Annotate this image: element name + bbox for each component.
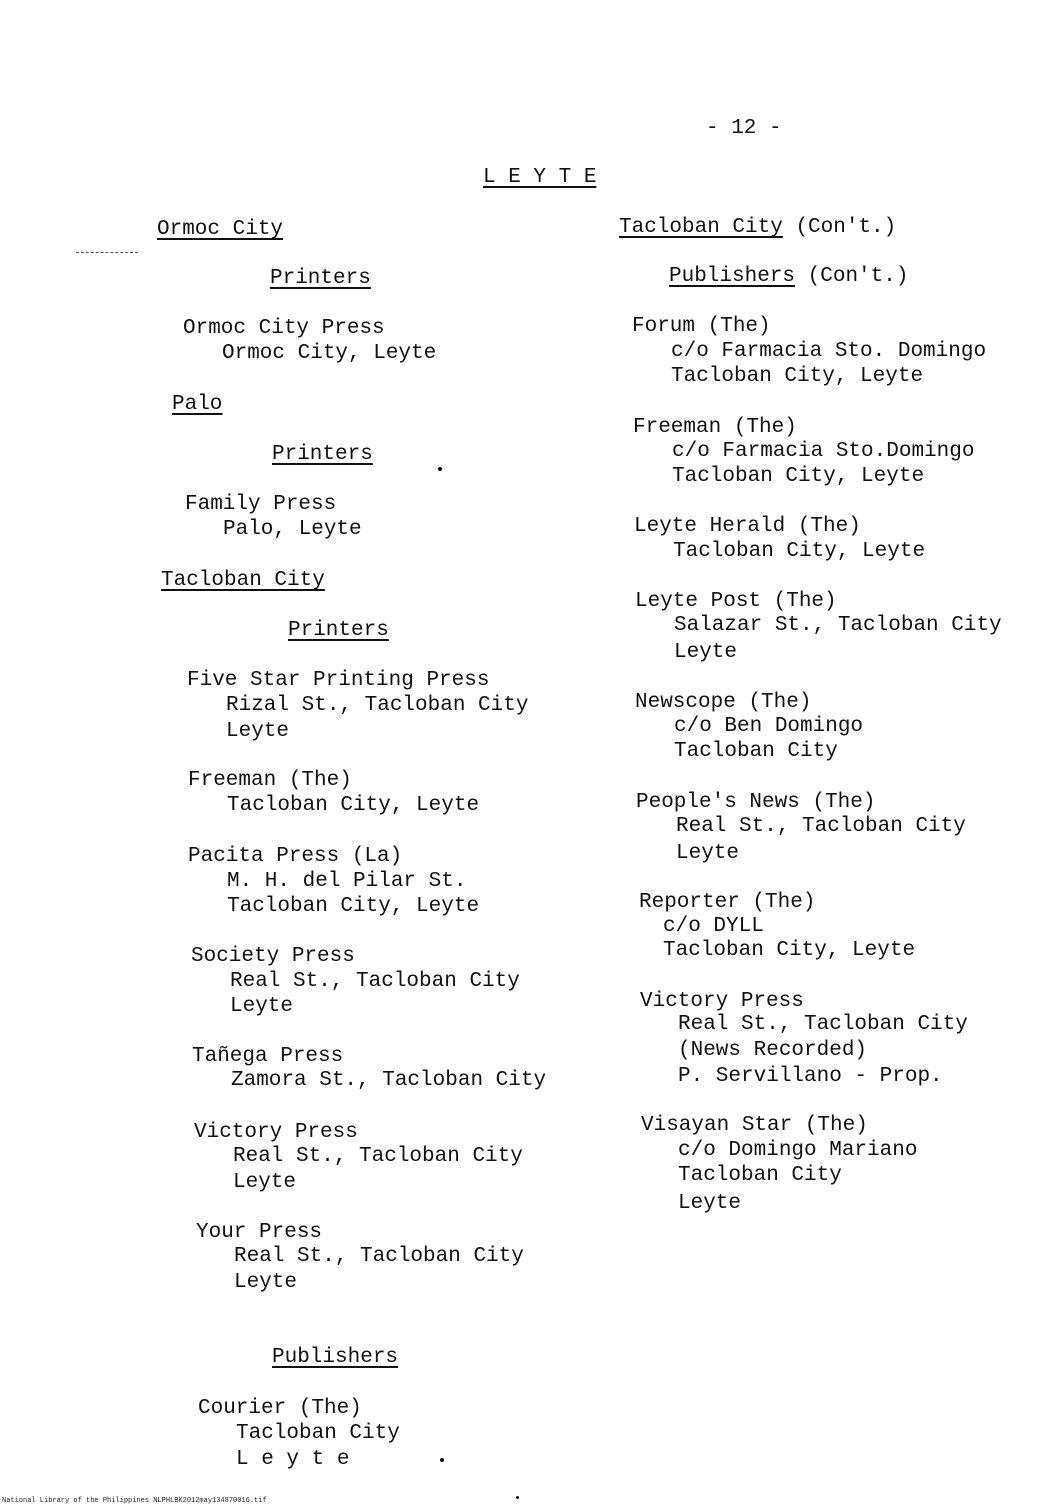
entry-name: Freeman (The) [633,416,797,439]
entry-address-line: Tacloban City [236,1422,400,1445]
section-heading-printers: Printers [288,619,389,642]
entry-address-line: Real St., Tacloban City [678,1013,968,1036]
entry-address-line: Tacloban City, Leyte [673,540,926,563]
entry-address-line: Leyte [230,995,294,1018]
entry-address-line: Leyte [226,720,290,743]
entry-name: Leyte Post (The) [635,590,837,613]
entry-address-line: P. Servillano - Prop. [678,1065,943,1088]
entry-address-line: Tacloban City [674,740,838,763]
scan-speck [438,467,442,471]
entry-address-line: Real St., Tacloban City [233,1145,523,1168]
entry-address-line: c/o Domingo Mariano [678,1139,918,1162]
entry-name: Newscope (The) [635,691,812,714]
city-heading-tacloban-cont [619,217,896,238]
scan-mark [76,252,138,254]
entry-name: Victory Press [640,990,804,1013]
section-heading-printers: Printers [272,443,373,466]
entry-address-line: c/o Farmacia Sto.Domingo [672,440,975,463]
entry-name: Ormoc City Press [183,317,385,340]
entry-name: Tañega Press [192,1045,344,1068]
entry-name: Family Press [185,493,337,516]
entry-name: Leyte Herald (The) [634,515,861,538]
city-heading-palo: Palo [172,393,223,416]
entry-address-line: Salazar St., Tacloban City [674,614,1002,637]
city-heading-ormoc: Ormoc City [157,218,284,241]
entry-address-line: Palo, Leyte [223,518,362,541]
entry-address-line: Tacloban City, Leyte [672,465,925,488]
entry-address-line: c/o Farmacia Sto. Domingo [671,340,987,363]
entry-name: Visayan Star (The) [641,1114,868,1137]
scan-speck [516,1496,519,1499]
entry-address-line: Zamora St., Tacloban City [231,1069,547,1092]
entry-address-line: Leyte [676,842,740,865]
entry-address-line: Tacloban City, Leyte [663,939,916,962]
continued-suffix: (Con't.) [807,265,909,288]
entry-name: People's News (The) [636,791,876,814]
scan-speck [440,1458,444,1462]
entry-address-line: Tacloban City, Leyte [227,794,480,817]
entry-name: Your Press [196,1221,323,1244]
entry-address-line: (News Recorded) [678,1039,868,1062]
section-heading-printers: Printers [270,267,371,290]
city-heading-text: Tacloban City [619,216,783,239]
section-heading-publishers-cont [669,266,908,287]
entry-address-line: Tacloban City, Leyte [671,365,924,388]
page-number: - 12 - [706,117,782,140]
region-title: L E Y T E [483,166,597,189]
entry-address-line: Real St., Tacloban City [230,970,520,993]
entry-address-line: c/o Ben Domingo [674,715,864,738]
entry-name: Reporter (The) [639,891,816,914]
entry-name: Freeman (The) [188,769,352,792]
section-heading-publishers: Publishers [272,1346,399,1369]
entry-address-line: Leyte [678,1192,742,1215]
continued-suffix: (Con't.) [795,216,897,239]
entry-name: Forum (The) [632,315,771,338]
entry-address-line: L e y t e [236,1448,350,1471]
entry-name: Courier (The) [198,1397,362,1420]
entry-address-line: Real St., Tacloban City [234,1245,524,1268]
entry-address-line: Rizal St., Tacloban City [226,694,529,717]
entry-address-line: Leyte [234,1271,298,1294]
footer-credit: National Library of the Philippines NLPHLBK2012may134870016.tif [2,1497,267,1505]
entry-address-line: Real St., Tacloban City [676,815,966,838]
city-heading-tacloban: Tacloban City [161,569,325,592]
entry-name: Five Star Printing Press [187,669,490,692]
entry-address-line: c/o DYLL [663,915,764,938]
entry-name: Society Press [191,945,355,968]
entry-address-line: Tacloban City [678,1164,842,1187]
entry-address-line: Leyte [674,641,738,664]
entry-address-line: Ormoc City, Leyte [222,342,437,365]
entry-address-line: M. H. del Pilar St. [227,870,467,893]
entry-name: Pacita Press (La) [188,845,403,868]
entry-address-line: Leyte [233,1171,297,1194]
section-heading-text: Publishers [669,265,796,288]
entry-address-line: Tacloban City, Leyte [227,895,480,918]
entry-name: Victory Press [194,1121,358,1144]
